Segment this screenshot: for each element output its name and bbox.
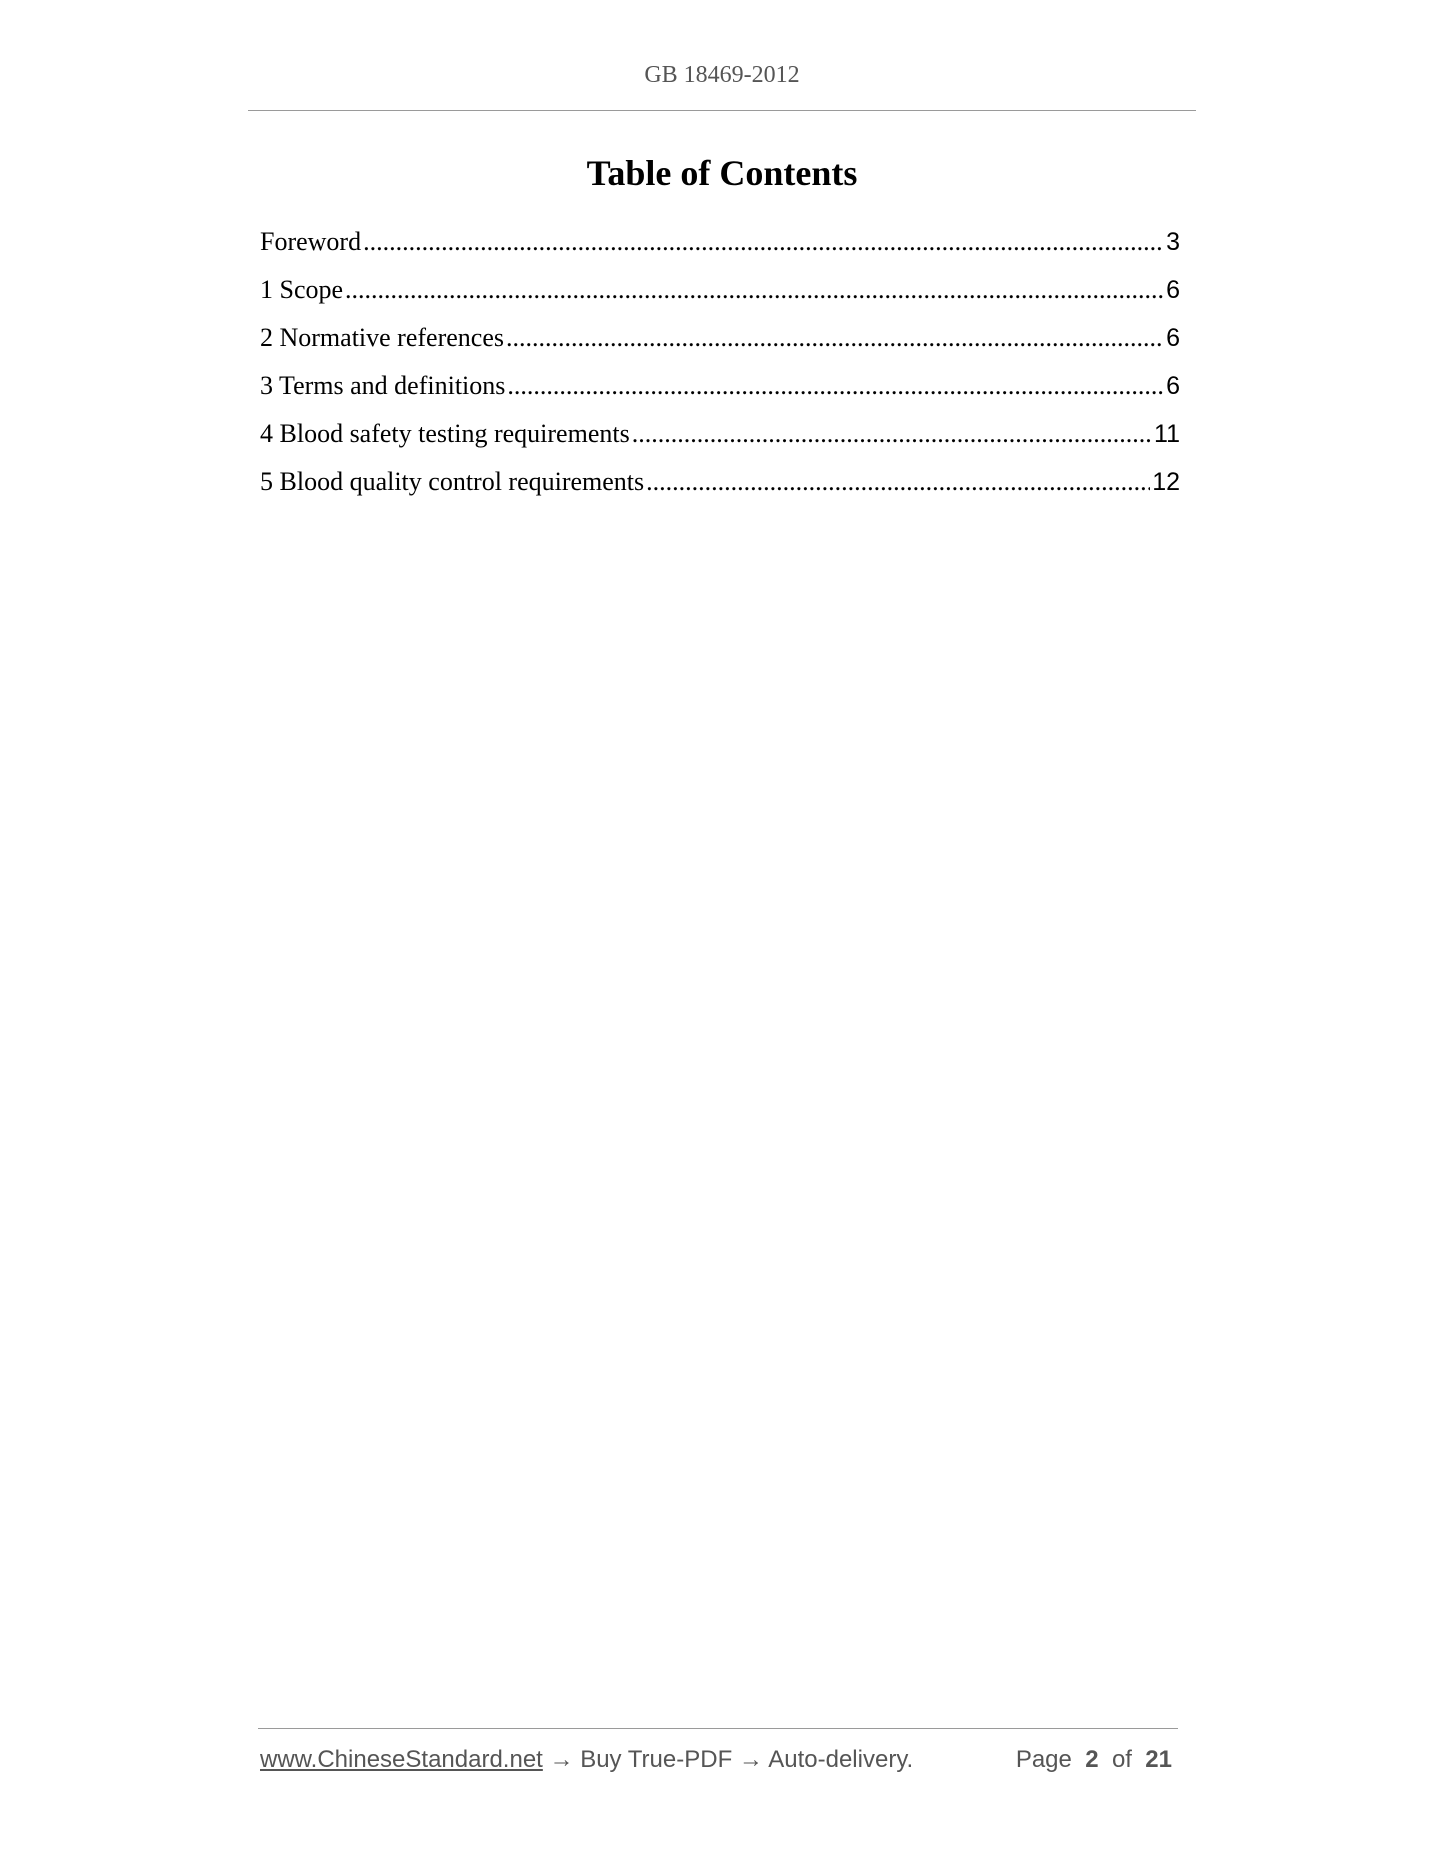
toc-dot-leader: [507, 362, 1164, 410]
toc-entry-terms-and-definitions[interactable]: [260, 362, 1180, 410]
page-word: Page: [1015, 1746, 1072, 1773]
toc-dot-leader: [363, 218, 1164, 266]
toc-entry-page-number: 6: [1166, 372, 1180, 400]
toc-list: [260, 218, 1180, 506]
toc-entry-scope[interactable]: [260, 266, 1180, 314]
toc-entry-page-number: 6: [1166, 276, 1180, 304]
toc-entry-label: 2 Normative references: [260, 323, 504, 352]
toc-entry-page-number: 11: [1154, 420, 1180, 448]
auto-delivery-text: Auto-delivery.: [768, 1746, 914, 1773]
current-page-number: 2: [1085, 1746, 1099, 1773]
of-word: of: [1111, 1746, 1132, 1773]
toc-entry-label: Foreword: [260, 227, 362, 256]
arrow-right-icon: →: [738, 1746, 763, 1773]
chinesestandard-link[interactable]: www.ChineseStandard.net: [260, 1746, 543, 1773]
toc-entry-normative-references[interactable]: [260, 314, 1180, 362]
header-divider: [248, 110, 1196, 111]
toc-entry-blood-safety-testing[interactable]: [260, 410, 1180, 458]
toc-entry-label: 5 Blood quality control requirements: [260, 467, 645, 496]
toc-entry-page-number: 3: [1166, 228, 1180, 256]
toc-dot-leader: [632, 410, 1152, 458]
toc-entry-label: 3 Terms and definitions: [260, 371, 506, 400]
toc-title: Table of Contents: [586, 153, 858, 193]
toc-entry-page-number: 12: [1152, 468, 1180, 496]
toc-entry-page-number: 6: [1166, 324, 1180, 352]
arrow-right-icon: →: [549, 1746, 574, 1773]
toc-dot-leader: [646, 458, 1150, 506]
footer-divider: [258, 1728, 1178, 1729]
page-indicator: [1016, 1746, 1172, 1774]
toc-entry-label: 1 Scope: [260, 275, 344, 304]
total-page-count: 21: [1145, 1746, 1172, 1773]
toc-dot-leader: [506, 314, 1164, 362]
document-id-header: GB 18469-2012: [644, 62, 800, 88]
toc-dot-leader: [345, 266, 1164, 314]
toc-entry-foreword[interactable]: [260, 218, 1180, 266]
toc-entry-blood-quality-control[interactable]: [260, 458, 1180, 506]
toc-entry-label: 4 Blood safety testing requirements: [260, 419, 630, 448]
page-footer: [260, 1746, 1178, 1774]
buy-true-pdf-text: Buy True-PDF: [580, 1746, 733, 1773]
